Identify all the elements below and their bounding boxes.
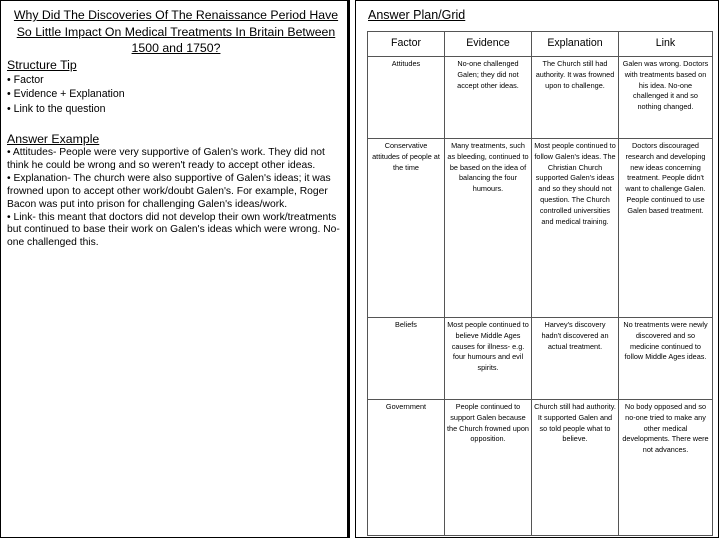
answer-example-paragraph: • Attitudes- People were very supportive of Galen's work. They did not think he could be wrong and so weren't ready to accept other ideas. — [7, 147, 325, 171]
grid-row — [368, 400, 713, 536]
cell-factor: Beliefs — [368, 318, 445, 400]
answer-example-paragraph: • Explanation- The church were also supportive of Galen's ideas; it was frowned upon to accept other work/doubt Galen's. For example, Roger Bacon was put into prison for challenging Galen's ideas/work. — [7, 172, 331, 210]
grid-row — [368, 318, 713, 400]
structure-tip-heading: Structure Tip — [7, 57, 77, 72]
cell-evidence: People continued to support Galen because the Church frowned upon opposition. — [445, 400, 532, 536]
answer-grid-heading: Answer Plan/Grid — [368, 8, 466, 22]
page-title: Why Did The Discoveries Of The Renaissance Period Have So Little Impact On Medical Treatments In Britain Between 1500 and 1750? — [13, 8, 339, 55]
cell-explanation: The Church still had authority. It was frowned upon to challenge. — [532, 57, 619, 139]
left-panel — [0, 0, 350, 538]
cell-explanation: Church still had authority. It supported Galen and so told people what to believe. — [532, 400, 619, 536]
structure-tip-item: • Link to the question — [7, 102, 345, 117]
column-header-factor: Factor — [368, 32, 445, 57]
cell-link: No treatments were newly discovered and so medicine continued to follow Middle Ages ideas. — [619, 318, 713, 400]
cell-explanation: Most people continued to follow Galen's ideas. The Christian Church supported Galen's ideas and so they should not question. The Church controlled universities and medical training. — [532, 139, 619, 318]
cell-explanation: Harvey's discovery hadn't discovered an actual treatment. — [532, 318, 619, 400]
grid-row — [368, 57, 713, 139]
cell-factor: Conservative attitudes of people at the time — [368, 139, 445, 318]
cell-link: Galen was wrong. Doctors with treatments based on his idea. No-one challenged it and so nothing changed. — [619, 57, 713, 139]
column-header-explanation: Explanation — [532, 32, 619, 57]
right-panel — [355, 0, 719, 538]
answer-grid-table — [367, 31, 713, 536]
column-header-evidence: Evidence — [445, 32, 532, 57]
structure-tip-item: • Factor — [7, 73, 345, 88]
cell-evidence: No-one challenged Galen; they did not accept other ideas. — [445, 57, 532, 139]
cell-link: No body opposed and so no-one tried to make any other medical developments. There were not advances. — [619, 400, 713, 536]
cell-factor: Attitudes — [368, 57, 445, 139]
answer-example-heading: Answer Example — [7, 132, 100, 146]
column-header-link: Link — [619, 32, 713, 57]
structure-tip-item: • Evidence + Explanation — [7, 87, 345, 102]
answer-example-paragraph: • Link- this meant that doctors did not develop their own work/treatments but continued to base their work on Galen's ideas which were wrong. No-one challenged this. — [7, 211, 340, 249]
left-content — [7, 7, 345, 250]
cell-link: Doctors discouraged research and developing new ideas concerning treatment. People didn't want to challenge Galen. People continued to use Galen based treatment. — [619, 139, 713, 318]
cell-evidence: Many treatments, such as bleeding, continued to be based on the idea of balancing the four humours. — [445, 139, 532, 318]
cell-factor: Government — [368, 400, 445, 536]
structure-tip-list — [7, 73, 345, 117]
grid-header-row — [368, 32, 713, 57]
grid-row — [368, 139, 713, 318]
cell-evidence: Most people continued to believe Middle Ages causes for illness- e.g. four humours and evil spirits. — [445, 318, 532, 400]
